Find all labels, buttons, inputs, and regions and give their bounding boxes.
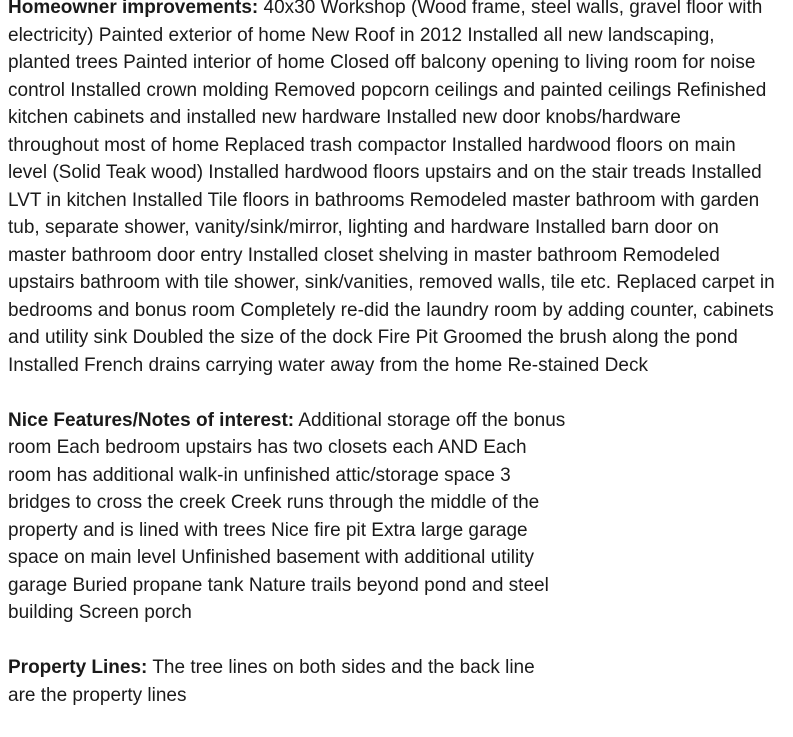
homeowner-improvements-label: Homeowner improvements: [8, 0, 259, 18]
homeowner-improvements-section [8, 0, 776, 379]
property-lines-label: Property Lines: [8, 657, 148, 678]
homeowner-improvements-text: 40x30 Workshop (Wood frame, steel walls, gravel floor with electricity) Painted exterior of home New Roof in 2012 Installed all new landscaping, planted trees Painted interior of home Closed off balcony opening to living room for noise control Installed crown molding Removed popcorn ceilings and painted ceilings Refinished kitchen cabinets and installed new hardware Installed new door knobs/hardware throughout most of home Replaced trash compactor Installed hardwood floors on main level (Solid Teak wood) Installed hardwood floors upstairs and on the stair treads Installed LVT in kitchen Installed Tile floors in bathrooms Remodeled master bathroom with garden tub, separate shower, vanity/sink/mirror, lighting and hardware Installed barn door on master bathroom door entry Installed closet shelving in master bathroom Remodeled upstairs bathroom with tile shower, sink/vanities, removed walls, tile etc. Replaced carpet in bedrooms and bonus room Completely re-did the laundry room by adding counter, cabinets and utility sink Doubled the size of the dock Fire Pit Groomed the brush along the pond Installed French drains carrying water away from the home Re-stained Deck [8, 0, 775, 376]
nice-features-label: Nice Features/Notes of interest: [8, 409, 295, 431]
nice-features-section [8, 407, 573, 627]
property-lines-text: The tree lines on both sides and the back line are the property lines [8, 657, 535, 706]
property-lines-section [8, 654, 543, 709]
nice-features-text: Additional storage off the bonus room Each bedroom upstairs has two closets each AND Each room has additional walk-in unfinished attic/storage space 3 bridges to cross the creek Creek runs through the middle of the property and is lined with trees Nice fire pit Extra large garage space on main level Unfinished basement with additional utility garage Buried propane tank Nature trails beyond pond and steel building Screen porch [8, 409, 566, 623]
listing-details [8, 0, 776, 737]
